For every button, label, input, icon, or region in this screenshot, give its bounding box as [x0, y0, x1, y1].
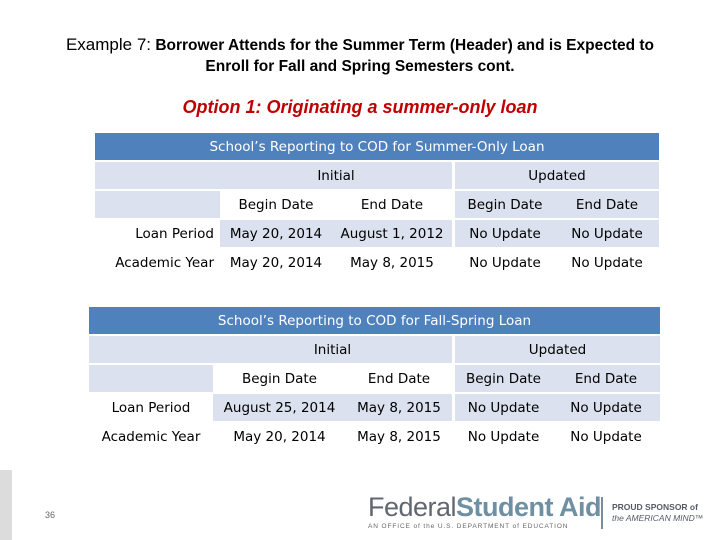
col-header-end: End Date	[555, 189, 659, 218]
title-prefix: Example 7:	[65, 35, 152, 54]
logo-tagline: AN OFFICE of the U.S. DEPARTMENT of EDUCATION	[368, 523, 569, 530]
logo-word-federal: Federal	[368, 492, 457, 522]
table-row	[89, 392, 660, 421]
cell-updated-begin: No Update	[452, 218, 555, 247]
corner-cell	[89, 363, 213, 392]
row-label: Loan Period	[89, 392, 213, 421]
footer-accent-strip	[0, 470, 12, 540]
col-header-end: End Date	[552, 363, 660, 392]
table-caption: School’s Reporting to COD for Summer-Only Loan	[95, 133, 659, 160]
col-header-end: End Date	[346, 363, 452, 392]
cell-updated-end: No Update	[552, 421, 660, 450]
table-row	[95, 247, 659, 276]
slide-title	[0, 34, 720, 77]
cell-initial-begin: May 20, 2014	[220, 247, 332, 276]
table-row	[95, 218, 659, 247]
col-header-begin: Begin Date	[213, 363, 346, 392]
sponsor-text	[612, 502, 703, 524]
option-subtitle: Option 1: Originating a summer-only loan	[182, 97, 538, 117]
summer-only-loan-table	[95, 133, 659, 276]
group-header-initial: Initial	[220, 160, 452, 189]
cell-initial-begin: August 25, 2014	[213, 392, 346, 421]
fall-spring-loan-table	[89, 307, 660, 450]
col-header-begin: Begin Date	[452, 363, 552, 392]
row-label: Academic Year	[89, 421, 213, 450]
cell-initial-end: August 1, 2012	[332, 218, 452, 247]
corner-cell	[89, 334, 213, 363]
cell-initial-end: May 8, 2015	[332, 247, 452, 276]
federal-student-aid-logo	[368, 492, 601, 530]
sponsor-line1: PROUD SPONSOR of	[612, 502, 698, 512]
cell-initial-end: May 8, 2015	[346, 392, 452, 421]
cell-updated-end: No Update	[555, 247, 659, 276]
col-header-begin: Begin Date	[220, 189, 332, 218]
title-line2: Enroll for Fall and Spring Semesters cont.	[205, 58, 515, 75]
col-header-end: End Date	[332, 189, 452, 218]
page-number: 36	[45, 510, 56, 520]
col-header-begin: Begin Date	[452, 189, 555, 218]
sponsor-line2: the AMERICAN MIND™	[612, 513, 704, 523]
cell-updated-begin: No Update	[452, 247, 555, 276]
group-header-initial: Initial	[213, 334, 452, 363]
cell-updated-end: No Update	[552, 392, 660, 421]
table-row	[89, 421, 660, 450]
row-label: Loan Period	[95, 218, 220, 247]
cell-initial-begin: May 20, 2014	[213, 421, 346, 450]
cell-updated-begin: No Update	[452, 392, 552, 421]
logo-divider	[601, 497, 603, 529]
corner-cell	[95, 189, 220, 218]
cell-initial-begin: May 20, 2014	[220, 218, 332, 247]
group-header-updated: Updated	[452, 334, 660, 363]
title-line1: Borrower Attends for the Summer Term (Header) and is Expected to	[151, 37, 655, 54]
cell-initial-end: May 8, 2015	[346, 421, 452, 450]
group-header-updated: Updated	[452, 160, 659, 189]
logo-word-student-aid: Student Aid	[456, 492, 602, 522]
row-label: Academic Year	[95, 247, 220, 276]
cell-updated-begin: No Update	[452, 421, 552, 450]
cell-updated-end: No Update	[555, 218, 659, 247]
table-caption: School’s Reporting to COD for Fall-Spring Loan	[89, 307, 660, 334]
corner-cell	[95, 160, 220, 189]
